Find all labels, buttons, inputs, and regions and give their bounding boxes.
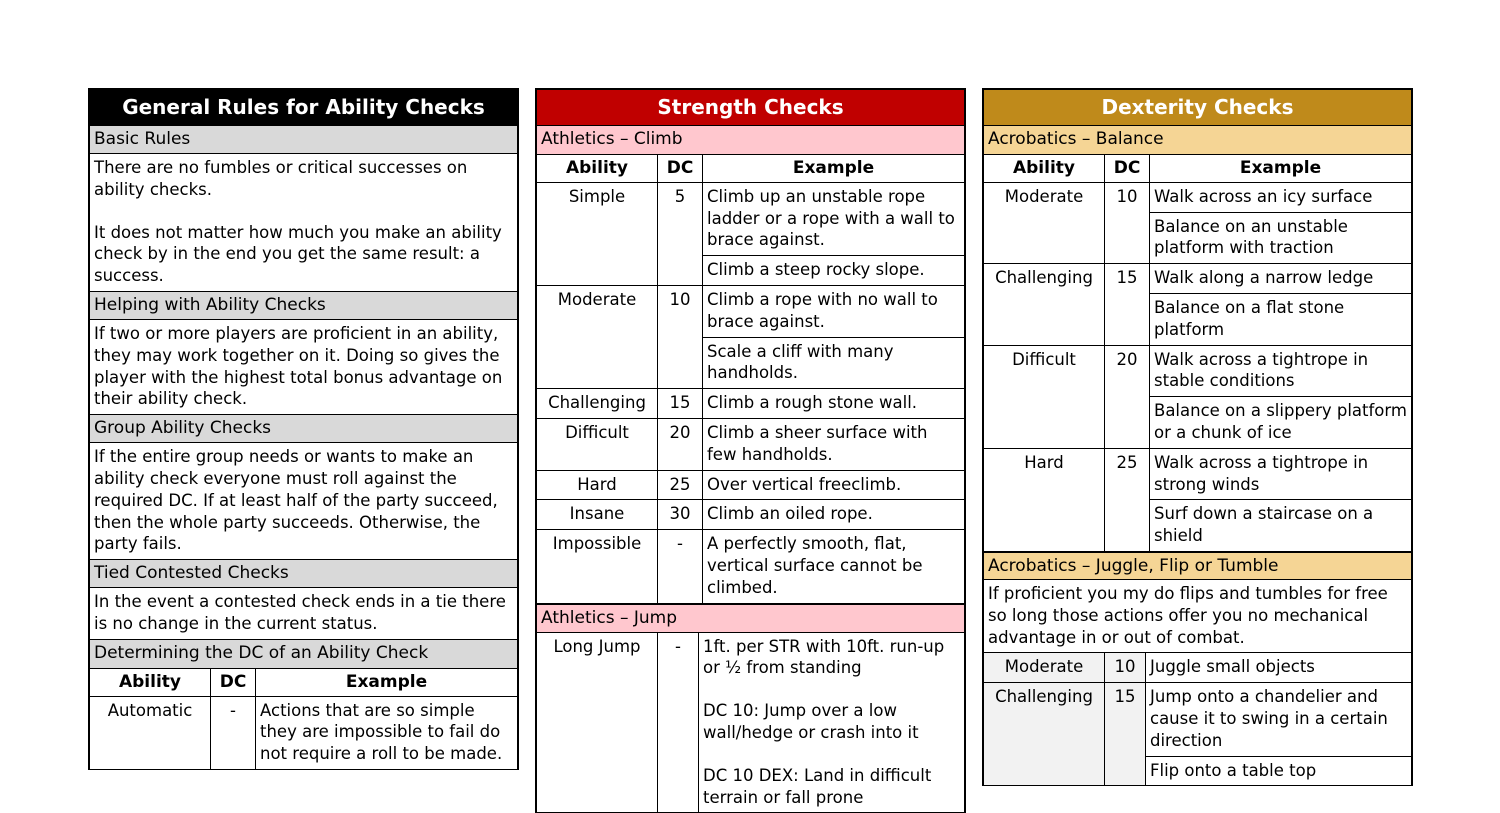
- example-cell: Walk along a narrow ledge: [1150, 264, 1412, 294]
- table-row: [537, 285, 964, 337]
- basic-rules-paragraph-1: There are no fumbles or critical successes on ability checks.: [94, 158, 468, 199]
- example-cell: Walk across a tightrope in stable conditions: [1150, 345, 1412, 397]
- jump-heading: Athletics – Jump: [537, 604, 964, 632]
- dc-cell: 25: [658, 470, 703, 500]
- table-header-row: [537, 155, 964, 183]
- example-cell: Over vertical freeclimb.: [703, 470, 965, 500]
- col-example: Example: [1150, 155, 1412, 183]
- table-row: [537, 418, 964, 470]
- dc-cell: 20: [658, 418, 703, 470]
- ability-cell: Long Jump: [537, 632, 658, 813]
- strength-panel: [535, 88, 966, 813]
- dc-table: [90, 668, 517, 770]
- col-dc: DC: [1105, 155, 1150, 183]
- example-cell: Balance on an unstable platform with traction: [1150, 212, 1412, 264]
- table-row: [537, 470, 964, 500]
- example-cell: Surf down a staircase on a shield: [1150, 500, 1412, 552]
- group-checks-text: If the entire group needs or wants to make an ability check everyone must roll against the required DC. If at least half of the party succeed, then the whole party succeeds. Otherwise, the party fails.: [90, 443, 517, 560]
- table-row: [984, 182, 1411, 212]
- table-row: [90, 696, 517, 769]
- ability-cell: Challenging: [984, 683, 1105, 786]
- basic-rules-heading: Basic Rules: [90, 126, 517, 154]
- basic-rules-paragraph-2: It does not matter how much you make an ability check by in the end you get the same result: a success.: [94, 222, 502, 286]
- example-cell: Climb a steep rocky slope.: [703, 256, 965, 286]
- ability-cell: Automatic: [90, 696, 211, 769]
- table-row: [984, 448, 1411, 500]
- table-row: [537, 632, 964, 813]
- example-cell: A perfectly smooth, flat, vertical surface cannot be climbed.: [703, 530, 965, 603]
- tied-checks-heading: Tied Contested Checks: [90, 560, 517, 588]
- example-cell: Balance on a slippery platform or a chunk of ice: [1150, 397, 1412, 449]
- group-checks-heading: Group Ability Checks: [90, 415, 517, 443]
- table-row: [537, 389, 964, 419]
- table-row: [984, 683, 1411, 756]
- general-rules-panel: [88, 88, 519, 770]
- dc-cell: -: [658, 632, 699, 813]
- example-cell: Climb an oiled rope.: [703, 500, 965, 530]
- table-header-row: [984, 155, 1411, 183]
- dc-cell: 10: [658, 285, 703, 388]
- table-row: [984, 264, 1411, 294]
- example-cell: Walk across a tightrope in strong winds: [1150, 448, 1412, 500]
- dc-cell: 10: [1105, 653, 1146, 683]
- ability-cell: Moderate: [984, 653, 1105, 683]
- determining-dc-heading: Determining the DC of an Ability Check: [90, 640, 517, 668]
- example-cell: Walk across an icy surface: [1150, 182, 1412, 212]
- climb-heading: Athletics – Climb: [537, 126, 964, 154]
- dc-cell: -: [658, 530, 703, 603]
- table-row: [537, 182, 964, 255]
- dc-cell: 25: [1105, 448, 1150, 551]
- example-cell: Scale a cliff with many handholds.: [703, 337, 965, 389]
- table-header-row: [90, 668, 517, 696]
- col-dc: DC: [658, 155, 703, 183]
- example-cell: Juggle small objects: [1146, 653, 1412, 683]
- col-dc: DC: [211, 668, 256, 696]
- long-jump-rule: 1ft. per STR with 10ft. run-up or ½ from standing: [703, 636, 945, 678]
- ability-cell: Challenging: [984, 264, 1105, 345]
- col-ability: Ability: [537, 155, 658, 183]
- jump-table: [537, 632, 964, 813]
- climb-table: [537, 154, 964, 604]
- basic-rules-text: [90, 154, 517, 292]
- table-row: [984, 345, 1411, 397]
- juggle-text: If proficient you my do flips and tumbles for free so long those actions offer you no mechanical advantage in or out of combat.: [988, 583, 1388, 647]
- example-cell: [699, 632, 965, 813]
- general-rules-title: General Rules for Ability Checks: [90, 90, 517, 126]
- ability-cell: Hard: [537, 470, 658, 500]
- example-cell: Climb a sheer surface with few handholds.: [703, 418, 965, 470]
- table-row: [537, 530, 964, 603]
- dc-cell: 5: [658, 182, 703, 285]
- juggle-table: [984, 652, 1411, 786]
- col-example: Example: [256, 668, 518, 696]
- long-jump-dc10-dex: DC 10 DEX: Land in difficult terrain or fall prone: [703, 765, 932, 807]
- dc-cell: 15: [1105, 264, 1150, 345]
- strength-title: Strength Checks: [537, 90, 964, 126]
- ability-cell: Simple: [537, 182, 658, 285]
- col-ability: Ability: [90, 668, 211, 696]
- col-example: Example: [703, 155, 965, 183]
- long-jump-dc10: DC 10: Jump over a low wall/hedge or crash into it: [703, 701, 919, 742]
- ability-cell: Insane: [537, 500, 658, 530]
- tied-checks-text: In the event a contested check ends in a tie there is no change in the current status.: [90, 588, 517, 640]
- example-cell: Flip onto a table top: [1146, 756, 1412, 786]
- ability-cell: Hard: [984, 448, 1105, 551]
- example-cell: Balance on a flat stone platform: [1150, 293, 1412, 345]
- juggle-heading: Acrobatics – Juggle, Flip or Tumble: [984, 552, 1411, 580]
- table-row: [984, 653, 1411, 683]
- dc-cell: 30: [658, 500, 703, 530]
- ability-cell: Challenging: [537, 389, 658, 419]
- example-cell: Climb up an unstable rope ladder or a rope with a wall to brace against.: [703, 182, 965, 255]
- ability-cell: Difficult: [984, 345, 1105, 448]
- dexterity-panel: [982, 88, 1413, 786]
- dc-cell: 20: [1105, 345, 1150, 448]
- helping-heading: Helping with Ability Checks: [90, 292, 517, 320]
- example-cell: Climb a rope with no wall to brace against.: [703, 285, 965, 337]
- ability-cell: Difficult: [537, 418, 658, 470]
- dc-cell: 15: [658, 389, 703, 419]
- balance-heading: Acrobatics – Balance: [984, 126, 1411, 154]
- helping-text: If two or more players are proficient in an ability, they may work together on it. Doing so gives the player with the highest total bonus advantage on their ability check.: [90, 320, 517, 415]
- example-cell: Actions that are so simple they are impossible to fail do not require a roll to be made.: [256, 696, 518, 769]
- dc-cell: 10: [1105, 182, 1150, 263]
- ability-cell: Moderate: [984, 182, 1105, 263]
- dexterity-title: Dexterity Checks: [984, 90, 1411, 126]
- col-ability: Ability: [984, 155, 1105, 183]
- dc-cell: -: [211, 696, 256, 769]
- ability-cell: Moderate: [537, 285, 658, 388]
- dc-cell: 15: [1105, 683, 1146, 786]
- example-cell: Climb a rough stone wall.: [703, 389, 965, 419]
- table-row: [537, 500, 964, 530]
- ability-cell: Impossible: [537, 530, 658, 603]
- example-cell: Jump onto a chandelier and cause it to swing in a certain direction: [1146, 683, 1412, 756]
- balance-table: [984, 154, 1411, 552]
